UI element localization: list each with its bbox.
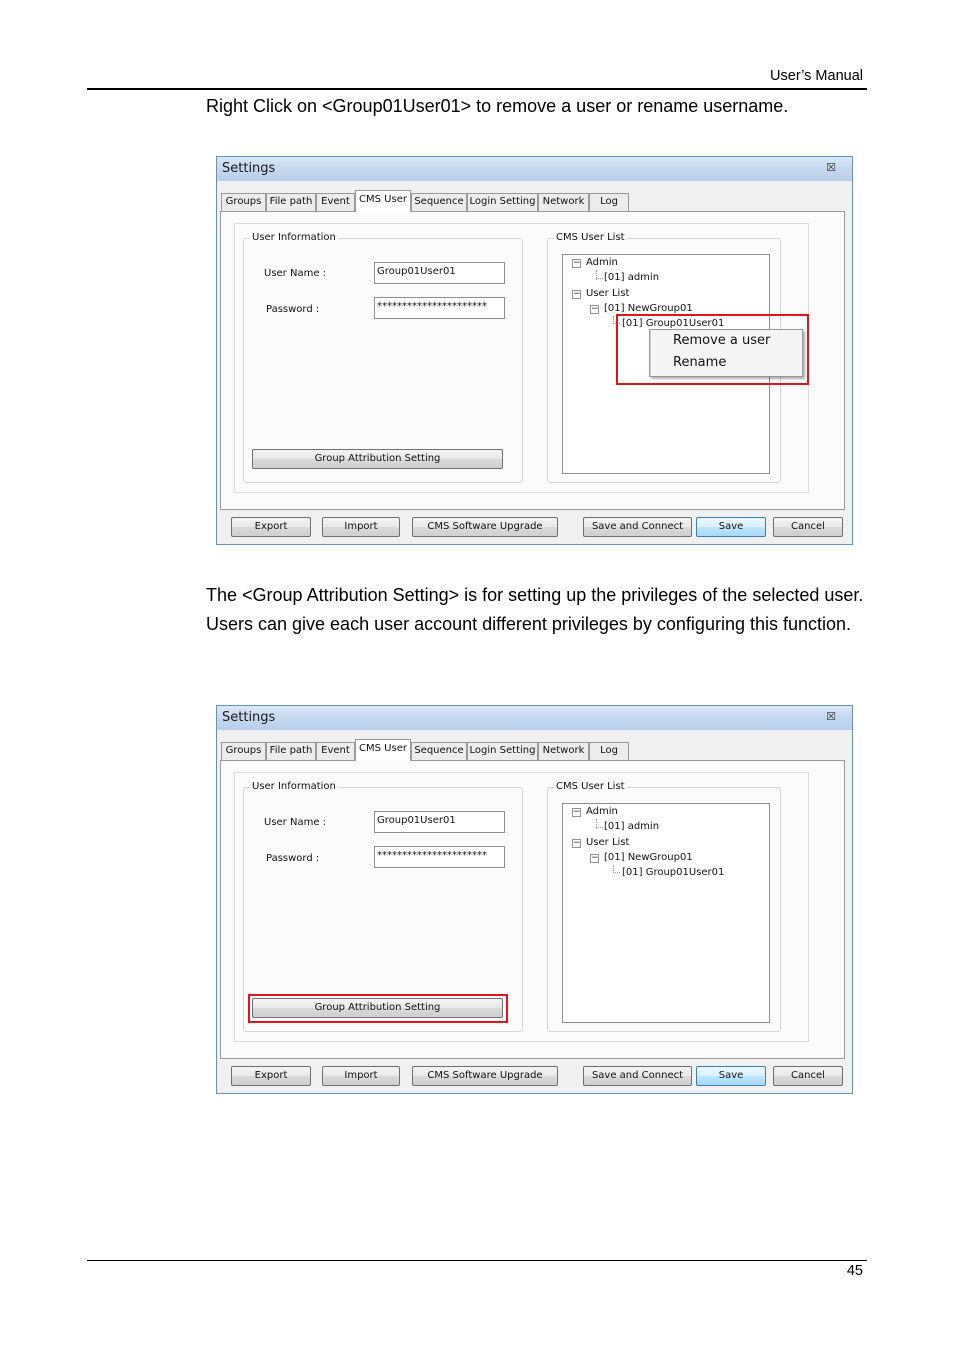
manual-header: User’s Manual <box>770 68 863 84</box>
tree-connector <box>596 278 603 279</box>
tab-groups[interactable]: Groups <box>221 193 266 211</box>
save-button[interactable]: Save <box>696 517 766 537</box>
cms-upgrade-button[interactable]: CMS Software Upgrade <box>412 517 558 537</box>
settings-window-2 <box>216 705 853 1094</box>
highlight-box <box>616 314 809 385</box>
save-button[interactable]: Save <box>696 1066 766 1086</box>
tree-node-group[interactable]: [01] NewGroup01 <box>604 852 693 863</box>
tab-file-path[interactable]: File path <box>266 193 316 211</box>
panel-inner <box>234 772 809 1042</box>
password-label: Password : <box>266 853 320 864</box>
import-button[interactable]: Import <box>322 517 400 537</box>
tree-node-admin[interactable]: Admin <box>586 806 618 817</box>
save-and-connect-button[interactable]: Save and Connect <box>583 517 692 537</box>
user-information-legend: User Information <box>252 232 336 243</box>
instruction-paragraph-1: Right Click on <Group01User01> to remove a user or rename username. <box>206 96 789 116</box>
tab-login-setting[interactable]: Login Setting <box>467 742 538 760</box>
collapse-icon[interactable]: − <box>591 853 599 863</box>
collapse-icon[interactable]: − <box>591 304 599 314</box>
tree-node-group-user[interactable]: [01] Group01User01 <box>622 318 725 329</box>
cms-user-list-legend: CMS User List <box>556 781 625 792</box>
tab-log[interactable]: Log <box>589 742 629 760</box>
cms-user-list-group <box>547 781 781 1032</box>
header-rule <box>87 88 867 90</box>
tree-connector <box>596 827 603 828</box>
tree-node-group[interactable]: [01] NewGroup01 <box>604 303 693 314</box>
tab-event[interactable]: Event <box>316 742 355 760</box>
page-number: 45 <box>846 1263 863 1279</box>
title-bar <box>217 706 852 730</box>
highlight-box <box>248 994 508 1023</box>
footer-rule <box>87 1260 867 1261</box>
menu-item-remove-user[interactable]: Remove a user <box>673 333 771 348</box>
settings-window-1 <box>216 156 853 545</box>
username-label: User Name : <box>264 268 327 279</box>
tab-sequence[interactable]: Sequence <box>411 193 467 211</box>
group-attribution-button[interactable]: Group Attribution Setting <box>252 998 503 1018</box>
cms-user-panel <box>220 760 845 1059</box>
cms-user-list-legend: CMS User List <box>556 232 625 243</box>
tab-cms-user[interactable]: CMS User <box>355 190 411 212</box>
tree-node-admin[interactable]: Admin <box>586 257 618 268</box>
tab-sequence[interactable]: Sequence <box>411 742 467 760</box>
tab-file-path[interactable]: File path <box>266 742 316 760</box>
save-and-connect-button[interactable]: Save and Connect <box>583 1066 692 1086</box>
tree-node-admin-user[interactable]: [01] admin <box>604 821 660 832</box>
cms-upgrade-button[interactable]: CMS Software Upgrade <box>412 1066 558 1086</box>
username-field[interactable]: Group01User01 <box>374 811 505 833</box>
collapse-icon[interactable]: − <box>573 838 581 848</box>
password-field[interactable]: ********************** <box>374 846 505 868</box>
cancel-button[interactable]: Cancel <box>773 1066 843 1086</box>
window-title: Settings <box>222 710 276 725</box>
tree-node-group-user[interactable]: [01] Group01User01 <box>622 867 725 878</box>
user-information-group <box>243 781 523 1032</box>
collapse-icon[interactable]: − <box>573 807 581 817</box>
tab-network[interactable]: Network <box>538 193 589 211</box>
group-attribution-button[interactable]: Group Attribution Setting <box>252 449 503 469</box>
tree-node-user-list[interactable]: User List <box>586 288 630 299</box>
import-button[interactable]: Import <box>322 1066 400 1086</box>
tree-node-admin-user[interactable]: [01] admin <box>604 272 660 283</box>
close-icon[interactable]: ☒ <box>826 710 836 723</box>
tab-network[interactable]: Network <box>538 742 589 760</box>
username-field[interactable]: Group01User01 <box>374 262 505 284</box>
instruction-paragraph-2: The <Group Attribution Setting> is for setting up the privileges of the selected user. Users can give each user account different privileges by configuring this function. <box>206 585 864 634</box>
window-title: Settings <box>222 161 276 176</box>
tab-groups[interactable]: Groups <box>221 742 266 760</box>
tab-log[interactable]: Log <box>589 193 629 211</box>
user-tree <box>562 803 770 1023</box>
collapse-icon[interactable]: − <box>573 258 581 268</box>
export-button[interactable]: Export <box>231 1066 311 1086</box>
tab-event[interactable]: Event <box>316 193 355 211</box>
tree-node-user-list[interactable]: User List <box>586 837 630 848</box>
password-label: Password : <box>266 304 320 315</box>
user-information-legend: User Information <box>252 781 336 792</box>
password-field[interactable]: ********************** <box>374 297 505 319</box>
collapse-icon[interactable]: − <box>573 289 581 299</box>
user-information-group <box>243 232 523 483</box>
username-label: User Name : <box>264 817 327 828</box>
close-icon[interactable]: ☒ <box>826 161 836 174</box>
menu-item-rename[interactable]: Rename <box>673 355 727 370</box>
title-bar <box>217 157 852 181</box>
tree-connector <box>613 872 620 873</box>
cancel-button[interactable]: Cancel <box>773 517 843 537</box>
tab-cms-user[interactable]: CMS User <box>355 739 411 761</box>
tab-login-setting[interactable]: Login Setting <box>467 193 538 211</box>
export-button[interactable]: Export <box>231 517 311 537</box>
